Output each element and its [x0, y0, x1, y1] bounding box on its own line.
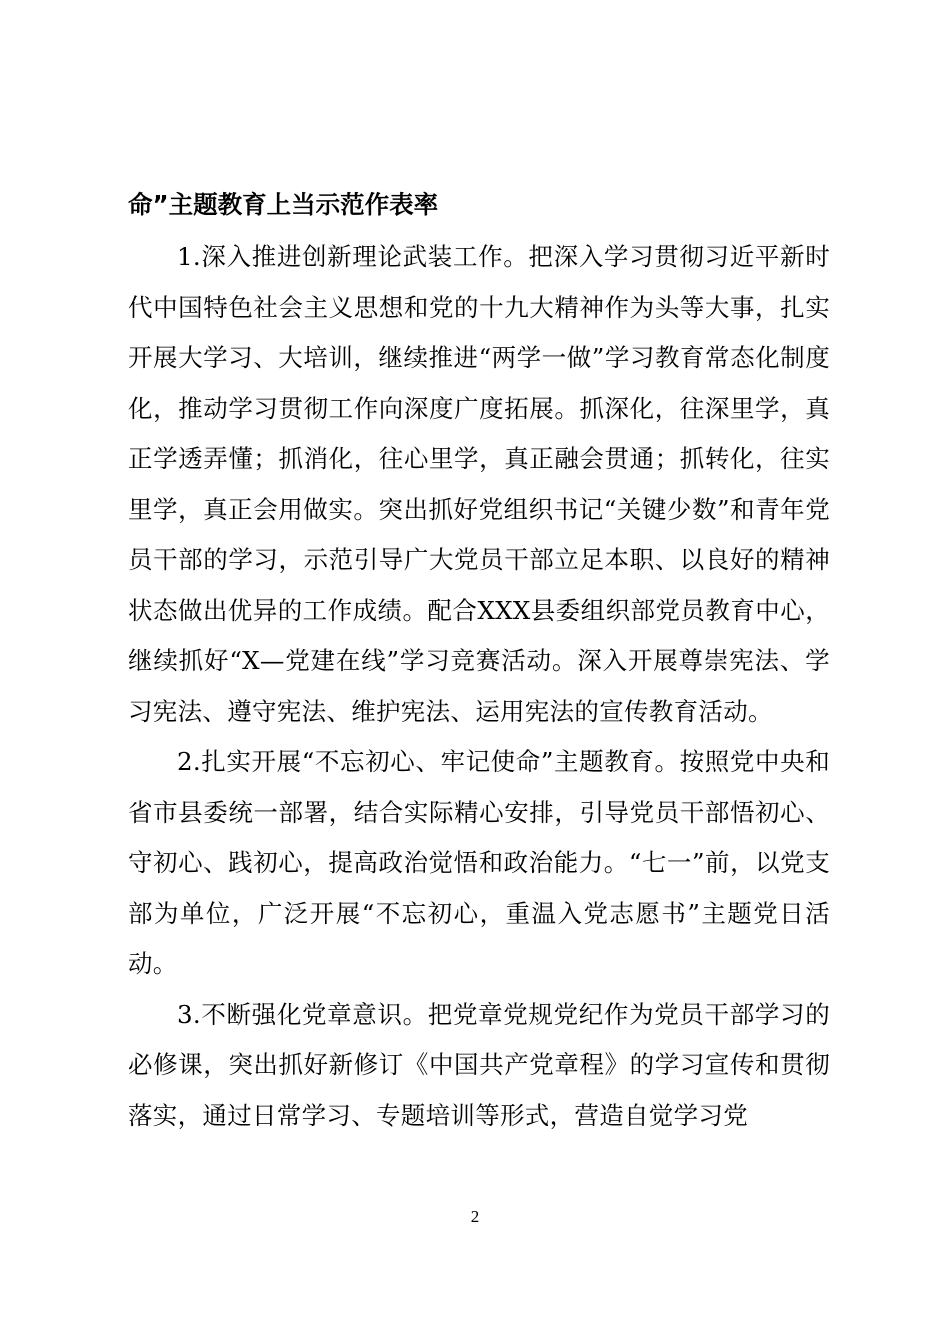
paragraph-2: 2.扎实开展“不忘初心、牢记使命”主题教育。按照党中央和省市县委统一部署，结合实际精心安排，引导党员干部悟初心、守初心、践初心，提高政治觉悟和政治能力。“七一”前，以党支部为单位，广泛开展“不忘初心，重温入党志愿书”主题党日活动。 — [128, 747, 830, 978]
section-heading: 命”主题教育上当示范作表率 — [128, 190, 439, 219]
page-number: 2 — [470, 1207, 480, 1226]
document-body — [128, 232, 830, 1141]
paragraph-3: 3.不断强化党章意识。把党章党规党纪作为党员干部学习的必修课，突出抓好新修订《中国共产党章程》的学习宣传和贯彻落实，通过日常学习、专题培训等形式，营造自觉学习党 — [128, 999, 830, 1130]
paragraph-1: 1.深入推进创新理论武装工作。把深入学习贯彻习近平新时代中国特色社会主义思想和党的十九大精神作为头等大事，扎实开展大学习、大培训，继续推进“两学一做”学习教育常态化制度化，推动学习贯彻工作向深度广度拓展。抓深化，往深里学，真正学透弄懂；抓消化，往心里学，真正融会贯通；抓转化，往实里学，真正会用做实。突出抓好党组织书记“关键少数”和青年党员干部的学习，示范引导广大党员干部立足本职、以良好的精神状态做出优异的工作成绩。配合XXX县委组织部党员教育中心，继续抓好“X—党建在线”学习竞赛活动。深入开展尊崇宪法、学习宪法、遵守宪法、维护宪法、运用宪法的宣传教育活动。 — [128, 242, 830, 726]
